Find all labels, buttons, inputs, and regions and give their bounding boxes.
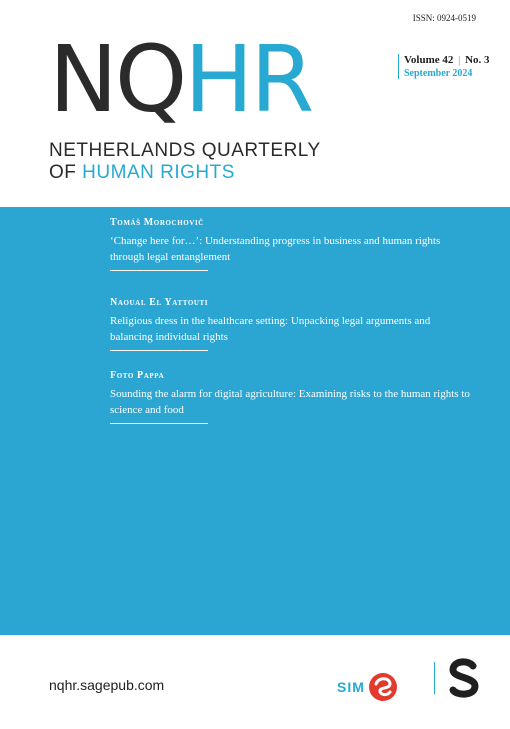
article-title: Religious dress in the healthcare setting: Unpacking legal arguments and balancing individual rights (110, 315, 431, 343)
footer-divider (434, 662, 435, 694)
logo-hr: HR (184, 26, 312, 133)
sim-logo (337, 672, 398, 702)
issue-date: September 2024 (404, 68, 473, 79)
contents-band (0, 207, 510, 635)
article-title: Sounding the alarm for digital agriculture: Examining risks to the human rights to science and food (110, 388, 470, 416)
article-divider (110, 350, 208, 351)
journal-title-prefix: OF (49, 162, 83, 183)
issue-number: No. 3 (465, 54, 490, 66)
article-2 (110, 297, 470, 351)
logo-nq: NQ (49, 26, 185, 133)
article-divider (110, 270, 208, 271)
journal-title-line1: NETHERLANDS QUARTERLY (49, 140, 321, 161)
issue-separator: | (458, 54, 461, 66)
journal-logo (49, 26, 312, 133)
article-author: Naoual El Yattouti (110, 297, 209, 308)
volume: Volume 42 (404, 54, 454, 66)
sim-swirl-icon (368, 672, 398, 702)
article-author: Tomáš Morochovič (110, 217, 204, 228)
issue-info (398, 54, 490, 79)
sage-s-icon (447, 658, 481, 698)
journal-title-highlight: HUMAN RIGHTS (82, 162, 235, 183)
issn: ISSN: 0924-0519 (412, 13, 476, 23)
journal-full-title (49, 140, 321, 184)
article-title: ‘Change here for…’: Understanding progress in business and human rights through legal entanglement (110, 235, 441, 263)
article-3 (110, 370, 470, 424)
sim-label: SIM (337, 679, 365, 695)
journal-url[interactable]: nqhr.sagepub.com (49, 677, 165, 693)
article-1 (110, 217, 470, 271)
article-author: Foto Pappa (110, 370, 165, 381)
article-divider (110, 423, 208, 424)
